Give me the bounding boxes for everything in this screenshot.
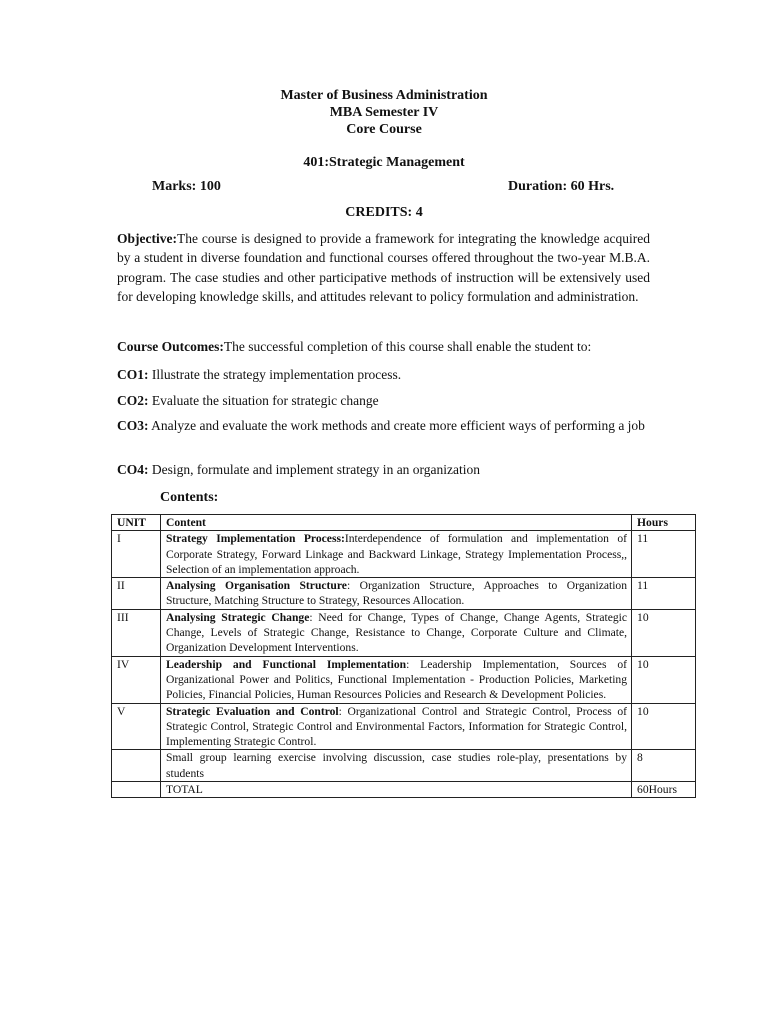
unit-cell xyxy=(112,782,161,798)
table-row xyxy=(112,750,696,782)
course-type: Core Course xyxy=(346,122,422,137)
unit-cell: II xyxy=(112,578,161,610)
table-row xyxy=(112,703,696,750)
hours-cell: 10 xyxy=(632,656,696,703)
hours-cell: 10 xyxy=(632,703,696,750)
unit-title: Leadership and Functional Implementation xyxy=(165,657,407,671)
hours-cell: 11 xyxy=(632,578,696,610)
marks: Marks: 100 xyxy=(152,179,221,194)
content-cell xyxy=(160,609,631,656)
unit-desc: : Need for Change, Types of Change, Change Agents, Strategic Change, Levels of Strategic Change, Resistance to Change, Corporate Culture and Climate, Organization Development Interventions. xyxy=(165,610,628,655)
co-label: CO4: xyxy=(117,462,149,477)
syllabus-table xyxy=(111,514,696,798)
table-row xyxy=(112,578,696,610)
course-outcome-3 xyxy=(117,418,650,434)
table-header-row xyxy=(112,515,696,531)
duration: Duration: 60 Hrs. xyxy=(508,179,615,194)
co-text: Design, formulate and implement strategy in an organization xyxy=(148,462,481,477)
unit-cell: V xyxy=(112,703,161,750)
table-row xyxy=(112,656,696,703)
hours-cell: 8 xyxy=(632,750,696,782)
unit-title: Strategy Implementation Process: xyxy=(165,532,345,546)
unit-title: Strategic Evaluation and Control xyxy=(165,704,339,718)
program-title: Master of Business Administration xyxy=(280,88,488,103)
unit-title: Analysing Organisation Structure xyxy=(165,579,347,593)
unit-desc: : Organizational Control and Strategic Control, Process of Strategic Control, Strategic Control and Environmental Factors, Information for Strategic Control, Implementing Strategic Control. xyxy=(165,704,628,749)
unit-desc: Interdependence of formulation and implementation of Corporate Strategy, Forward Linkage and Backward Linkage, Strategy Implementation Process,, Selection of an implementation approach. xyxy=(165,532,628,576)
course-outcome-2 xyxy=(117,393,650,409)
hours-cell: 10 xyxy=(632,609,696,656)
unit-cell xyxy=(112,750,161,782)
co-text: Analyze and evaluate the work methods and create more efficient ways of performing a job xyxy=(148,418,645,433)
outcomes-text: The successful completion of this course shall enable the student to: xyxy=(223,339,592,354)
semester-title: MBA Semester IV xyxy=(329,105,439,120)
unit-desc: : Organization Structure, Approaches to Organization Structure, Matching Structure to Strategy, Resources Allocation. xyxy=(165,579,628,608)
co-label: CO2: xyxy=(117,393,149,408)
unit-desc: : Leadership Implementation, Sources of Organizational Power and Politics, Functional Implementation - Production Policies, Marketing Policies, Financial Policies, Human Resources Policies and Research & Development Policies. xyxy=(165,657,628,702)
content-cell xyxy=(160,656,631,703)
total-label: TOTAL xyxy=(165,783,203,797)
course-outcome-1 xyxy=(117,367,650,383)
hours-cell: 11 xyxy=(632,531,696,578)
unit-cell: III xyxy=(112,609,161,656)
co-text: Illustrate the strategy implementation process. xyxy=(148,367,402,382)
co-label: CO3: xyxy=(117,418,149,433)
outcomes-label: Course Outcomes: xyxy=(117,339,224,354)
outcomes-intro xyxy=(117,337,650,356)
content-cell xyxy=(160,531,631,578)
header-content: Content xyxy=(160,515,631,531)
header-unit: UNIT xyxy=(112,515,161,531)
objective-text: The course is designed to provide a framework for integrating the knowledge acquired by a student in diverse foundation and functional courses offered throughout the two-year M.B.A. program. The case studies and other participative methods of instruction will be extensively used for developing knowledge skills, and attitudes relevant to policy formulation and administration. xyxy=(117,231,650,304)
course-title: 401:Strategic Management xyxy=(303,155,465,170)
contents-heading: Contents: xyxy=(160,490,219,505)
content-cell xyxy=(160,703,631,750)
objective-paragraph xyxy=(117,229,650,306)
table-row xyxy=(112,609,696,656)
co-text: Evaluate the situation for strategic change xyxy=(148,393,379,408)
content-cell xyxy=(160,578,631,610)
table-row-total xyxy=(112,782,696,798)
objective-label: Objective: xyxy=(117,231,177,246)
header-hours: Hours xyxy=(632,515,696,531)
total-hours-cell: 60Hours xyxy=(632,782,696,798)
unit-cell: I xyxy=(112,531,161,578)
table-row xyxy=(112,531,696,578)
co-label: CO1: xyxy=(117,367,149,382)
unit-desc: Small group learning exercise involving discussion, case studies role-play, presentations by students xyxy=(165,751,628,780)
unit-title: Analysing Strategic Change xyxy=(165,610,310,624)
content-cell xyxy=(160,750,631,782)
credits: CREDITS: 4 xyxy=(345,205,423,220)
unit-cell: IV xyxy=(112,656,161,703)
content-cell xyxy=(160,782,631,798)
course-outcome-4 xyxy=(117,462,650,478)
